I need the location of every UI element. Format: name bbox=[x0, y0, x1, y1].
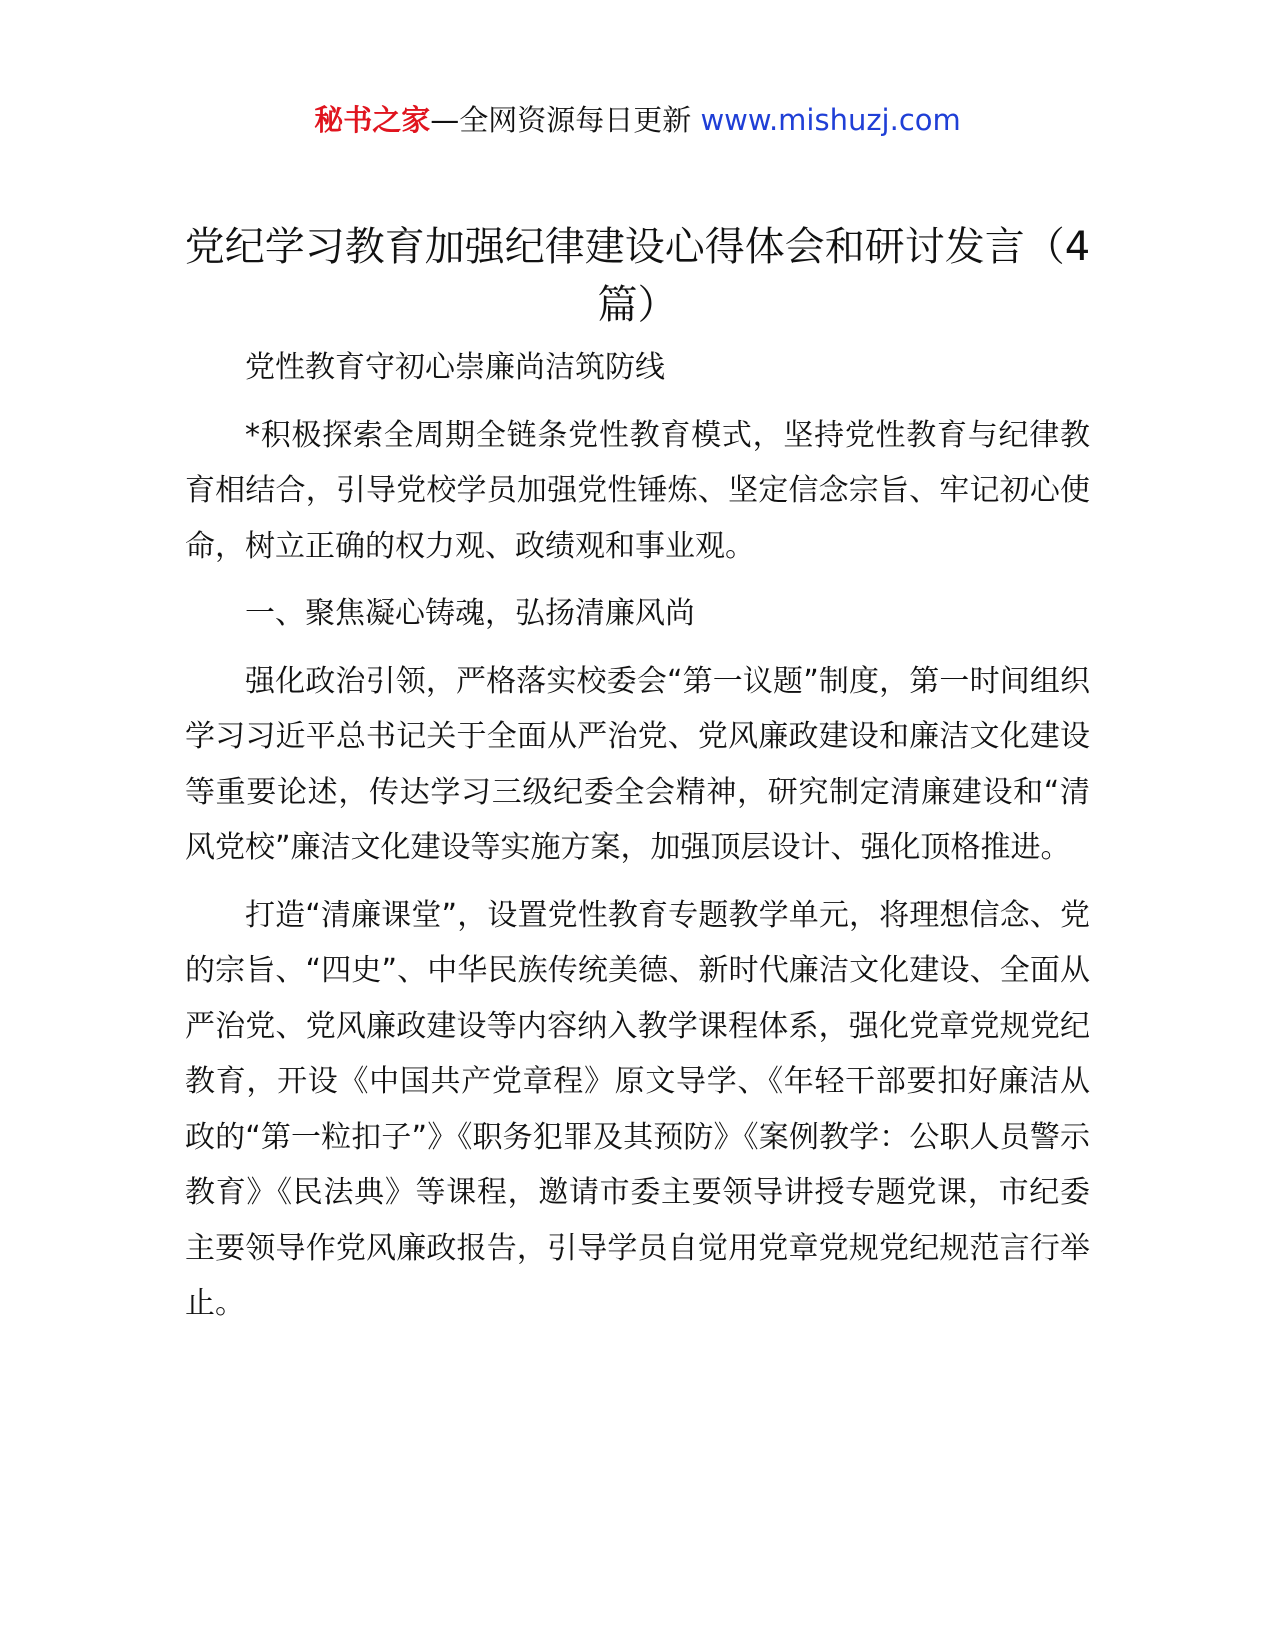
section-heading: 一、聚焦凝心铸魂，弘扬清廉风尚 bbox=[245, 596, 695, 631]
header-tagline: —全网资源每日更新 bbox=[430, 103, 701, 137]
site-header bbox=[0, 100, 1275, 140]
paragraph-subtitle: 党性教育守初心崇廉尚洁筑防线 bbox=[245, 350, 665, 385]
paragraph: 强化政治引领，严格落实校委会“第一议题”制度，第一时间组织学习习近平总书记关于全面从严治党、党风廉政建设和廉洁文化建设等重要论述，传达学习三级纪委全会精神，研究制定清廉建设和“清风党校”廉洁文化建设等实施方案，加强顶层设计、强化顶格推进。 bbox=[185, 663, 1090, 865]
brand-name: 秘书之家 bbox=[314, 103, 431, 137]
site-url-link[interactable]: www.mishuzj.com bbox=[700, 103, 961, 137]
document-title: 党纪学习教育加强纪律建设心得体会和研讨发言（4篇） bbox=[184, 224, 1091, 328]
paragraph: *积极探索全周期全链条党性教育模式，坚持党性教育与纪律教育相结合，引导党校学员加强党性锤炼、坚定信念宗旨、牢记初心使命，树立正确的权力观、政绩观和事业观。 bbox=[185, 417, 1090, 564]
paragraph: 打造“清廉课堂”，设置党性教育专题教学单元，将理想信念、党的宗旨、“四史”、中华民族传统美德、新时代廉洁文化建设、全面从严治党、党风廉政建设等内容纳入教学课程体系，强化党章党规党纪教育，开设《中国共产党章程》原文导学、《年轻干部要扣好廉洁从政的“第一粒扣子”》《职务犯罪及其预防》《案例教学：公职人员警示教育》《民法典》等课程，邀请市委主要领导讲授专题党课，市纪委主要领导作党风廉政报告，引导学员自觉用党章党规党纪规范言行举止。 bbox=[185, 897, 1090, 1321]
document-body bbox=[185, 340, 1090, 1344]
